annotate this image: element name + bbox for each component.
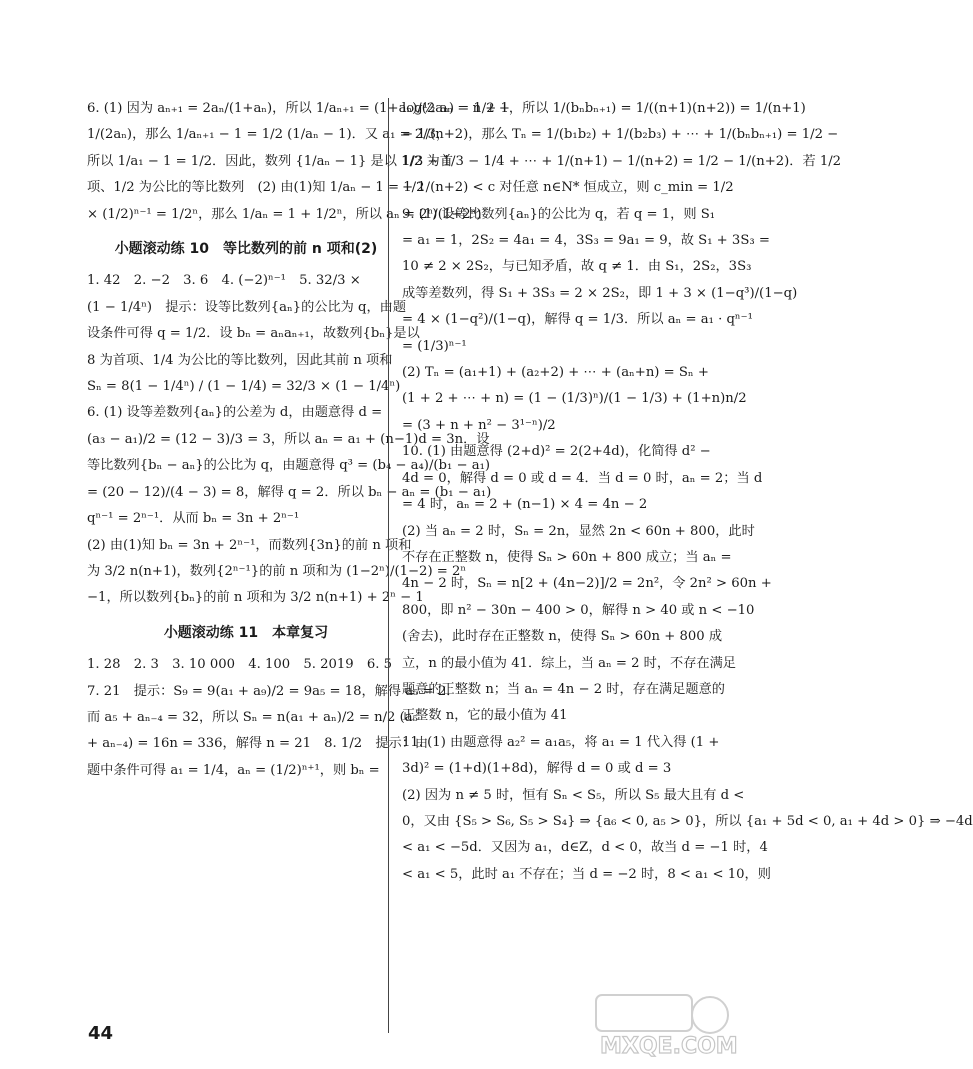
text-line: − 1/(n+2)，那么 Tₙ = 1/(b₁b₂) + 1/(b₂b₃) + ⋯ + 1/(bₙbₙ₊₁) = 1/2 − (402, 127, 839, 143)
right-column (402, 96, 973, 888)
text-line: (a₃ − a₁)/2 = (12 − 3)/3 = 3，所以 aₙ = a₁ + (n−1)d = 3n．设 (87, 431, 490, 447)
text-line: × (1/2)ⁿ⁻¹ = 1/2ⁿ，那么 1/aₙ = 1 + 1/2ⁿ，所以 aₙ = 2ⁿ/(1+2ⁿ) (87, 206, 482, 222)
text-line: −1，所以数列{bₙ}的前 n 项和为 3/2 n(n+1) + 2ⁿ − 1 (87, 590, 424, 606)
text-line: 1. 28 2. 3 3. 10 000 4. 100 5. 2019 6. 5 (87, 657, 393, 673)
column-divider (388, 98, 389, 1033)
text-line: = a₁ = 1，2S₂ = 4a₁ = 4，3S₃ = 9a₁ = 9，故 S₁ + 3S₃ = (402, 233, 770, 249)
text-line: 1/(2aₙ)，那么 1/aₙ₊₁ − 1 = 1/2 (1/aₙ − 1)．又 a₁ = 2/3， (87, 127, 450, 143)
text-line: (2) Tₙ = (a₁+1) + (a₂+2) + ⋯ + (aₙ+n) = Sₙ + (402, 365, 709, 381)
text-line: 立，n 的最小值为 41．综上，当 aₙ = 2 时，不存在满足 (402, 655, 736, 671)
text-line: 正整数 n，它的最小值为 41 (402, 708, 568, 724)
section-title: 小题滚动练 11 本章复习 (163, 624, 329, 641)
text-line: (2) 由(1)知 bₙ = 3n + 2ⁿ⁻¹，而数列{3n}的前 n 项和 (87, 537, 412, 553)
watermark-logo (592, 989, 742, 1059)
text-line: 4n − 2 时，Sₙ = n[2 + (4n−2)]/2 = 2n²，令 2n² > 60n + (402, 576, 772, 592)
text-line: 1/3 + 1/3 − 1/4 + ⋯ + 1/(n+1) − 1/(n+2) = 1/2 − 1/(n+2)．若 1/2 (402, 153, 842, 169)
text-line: 设条件可得 q = 1/2．设 bₙ = aₙaₙ₊₁，故数列{bₙ}是以 (87, 326, 420, 342)
text-line: = 4 × (1−q²)/(1−q)，解得 q = 1/3．所以 aₙ = a₁ · qⁿ⁻¹ (402, 312, 753, 328)
text-line: 所以 1/a₁ − 1 = 1/2．因此，数列 {1/aₙ − 1} 是以 1/2 为首 (87, 153, 453, 169)
text-line: < a₁ < −5d．又因为 a₁，d∈Z，d < 0，故当 d = −1 时，4 (402, 840, 768, 856)
text-line: (2) 因为 n ≠ 5 时，恒有 Sₙ < S₅，所以 S₅ 最大且有 d < (402, 787, 745, 803)
text-line: 项、1/2 为公比的等比数列 (2) 由(1)知 1/aₙ − 1 = 1/2 (87, 180, 425, 196)
text-line: 为 3/2 n(n+1)，数列{2ⁿ⁻¹}的前 n 项和为 (1−2ⁿ)/(1−2) = 2ⁿ (87, 563, 467, 579)
text-line: 而 a₅ + aₙ₋₄ = 32，所以 Sₙ = n(a₁ + aₙ)/2 = n/2 (a₅ (87, 709, 418, 725)
text-line: = 4 时，aₙ = 2 + (n−1) × 4 = 4n − 2 (402, 497, 648, 513)
text-line: 4d = 0，解得 d = 0 或 d = 4．当 d = 0 时，aₙ = 2；当 d (402, 470, 763, 486)
text-line: log½ aₙ = n + 1，所以 1/(bₙbₙ₊₁) = 1/((n+1)(n+2)) = 1/(n+1) (402, 101, 806, 116)
svg-text:MXQE.COM: MXQE.COM (600, 1034, 738, 1059)
page-number: 44 (88, 1023, 114, 1044)
text-line: 题中条件可得 a₁ = 1/4，aₙ = (1/2)ⁿ⁺¹，则 bₙ = (87, 762, 380, 778)
text-line: 3d)² = (1+d)(1+8d)，解得 d = 0 或 d = 3 (402, 761, 672, 777)
text-line: 1. 42 2. −2 3. 6 4. (−2)ⁿ⁻¹ 5. 32/3 × (87, 273, 361, 289)
text-line: 题意的正整数 n；当 aₙ = 4n − 2 时，存在满足题意的 (402, 681, 725, 697)
section-title: 小题滚动练 10 等比数列的前 n 项和(2) (114, 241, 378, 258)
text-line: = (20 − 12)/(4 − 3) = 8，解得 q = 2．所以 bₙ − aₙ = (b₁ − a₁) (87, 484, 492, 500)
text-line: (舍去)，此时存在正整数 n，使得 Sₙ > 60n + 800 成 (402, 629, 723, 645)
text-line: 等比数列{bₙ − aₙ}的公比为 q，由题意得 q³ = (b₄ − a₄)/(b₁ − a₁) (87, 458, 490, 474)
text-line: 8 为首项、1/4 为公比的等比数列，因此其前 n 项和 (87, 352, 393, 368)
text-line: qⁿ⁻¹ = 2ⁿ⁻¹．从而 bₙ = 3n + 2ⁿ⁻¹ (87, 511, 300, 527)
text-line: = (1/3)ⁿ⁻¹ (402, 338, 467, 354)
text-line: (1 + 2 + ⋯ + n) = (1 − (1/3)ⁿ)/(1 − 1/3) + (1+n)n/2 (402, 391, 747, 407)
text-line: Sₙ = 8(1 − 1/4ⁿ) / (1 − 1/4) = 32/3 × (1 − 1/4ⁿ) (87, 379, 401, 395)
text-line: 10. (1) 由题意得 (2+d)² = 2(2+4d)，化简得 d² − (402, 444, 711, 460)
text-line: 6. (1) 因为 aₙ₊₁ = 2aₙ/(1+aₙ)，所以 1/aₙ₊₁ = (1+aₙ)/(2aₙ) = 1/2 + (87, 101, 510, 116)
text-line: − 1/(n+2) < c 对任意 n∈N* 恒成立，则 c_min = 1/2 (402, 180, 734, 196)
text-line: 10 ≠ 2 × 2S₂，与已知矛盾，故 q ≠ 1．由 S₁，2S₂，3S₃ (402, 259, 752, 275)
text-line: 800，即 n² − 30n − 400 > 0，解得 n > 40 或 n < −10 (402, 602, 755, 618)
text-line: 0，又由 {S₅ > S₆, S₅ > S₄} ⇒ {a₆ < 0, a₅ > 0}，所以 {a₁ + 5d < 0, a₁ + 4d > 0} ⇒ −4d (402, 813, 973, 829)
text-line: (2) 当 aₙ = 2 时，Sₙ = 2n，显然 2n < 60n + 800，此时 (402, 523, 755, 539)
text-line: 不存在正整数 n，使得 Sₙ > 60n + 800 成立；当 aₙ = (402, 549, 732, 565)
text-line: 6. (1) 设等差数列{aₙ}的公差为 d，由题意得 d = (87, 405, 383, 421)
text-line: (1 − 1/4ⁿ) 提示：设等比数列{aₙ}的公比为 q，由题 (87, 299, 407, 315)
text-line: = (3 + n + n² − 3¹⁻ⁿ)/2 (402, 417, 556, 433)
text-line: 9. (1) 设等比数列{aₙ}的公比为 q，若 q = 1，则 S₁ (402, 206, 716, 222)
text-line: 成等差数列，得 S₁ + 3S₃ = 2 × 2S₂，即 1 + 3 × (1−q³)/(1−q) (402, 285, 798, 301)
text-line: < a₁ < 5，此时 a₁ 不存在；当 d = −2 时，8 < a₁ < 10，则 (402, 866, 771, 882)
text-line: 11. (1) 由题意得 a₂² = a₁a₅，将 a₁ = 1 代入得 (1 + (402, 734, 720, 750)
text-line: + aₙ₋₄) = 16n = 336，解得 n = 21 8. 1/2 提示：由 (87, 736, 429, 752)
text-line: 7. 21 提示：S₉ = 9(a₁ + a₉)/2 = 9a₅ = 18，解得 a₅ = 2． (87, 683, 460, 699)
